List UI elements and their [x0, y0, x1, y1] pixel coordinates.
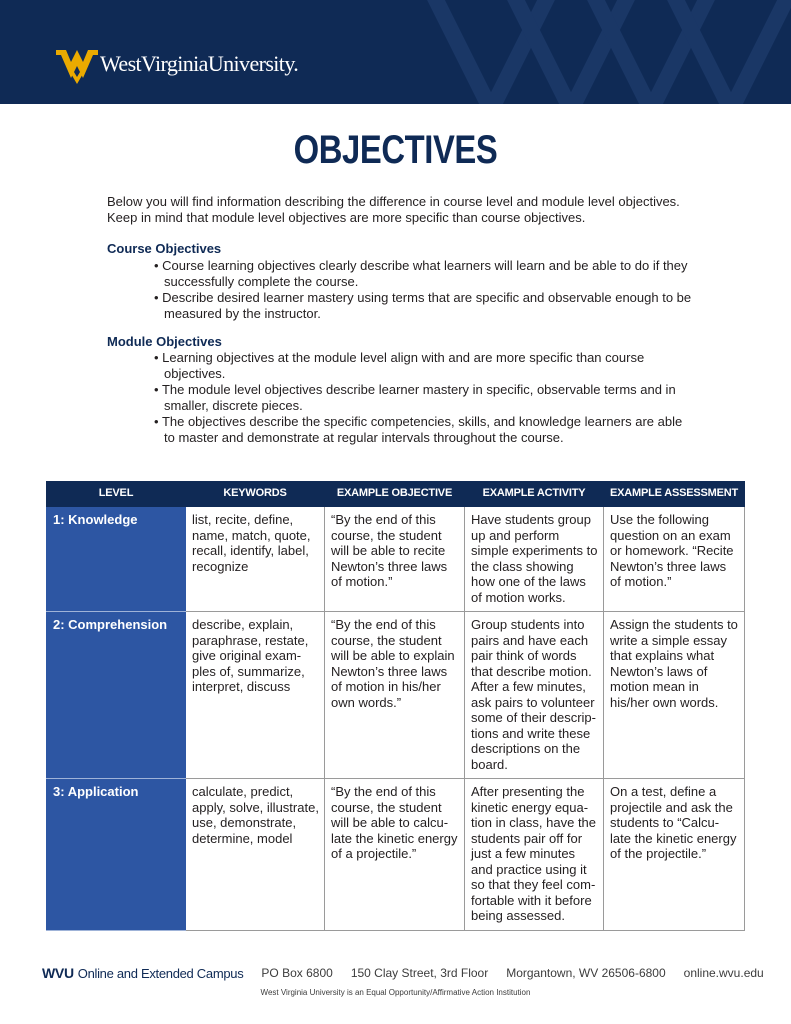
list-item: • The objectives describe the specific competencies, skills, and knowledge learners are able to master and demonstrate at regular intervals throughout the course. [154, 414, 694, 446]
footer-brand-wvu: WVU [42, 965, 74, 981]
assessment-cell: Use the following question on an exam or homework. “Recite Newton’s three laws of motion.” [604, 507, 745, 612]
objective-cell: “By the end of this course, the student will be able to calcu-late the kinetic energy of a projectile.” [325, 779, 465, 931]
keywords-cell: describe, explain, paraphrase, restate, give original exam-ples of, summarize, interpret, discuss [186, 612, 325, 779]
module-objectives-list [154, 350, 694, 446]
level-cell: 2: Comprehension [47, 612, 186, 779]
footer-brand-name: Online and Extended Campus [77, 965, 244, 981]
level-cell: 3: Application [47, 779, 186, 931]
module-objectives-heading: Module Objectives [107, 334, 222, 349]
table-row [47, 507, 745, 612]
footer-city: Morgantown, WV 26506-6800 [506, 966, 666, 980]
table-row [47, 779, 745, 931]
wvu-logo[interactable] [56, 44, 298, 84]
intro-line: Keep in mind that module level objectives are more specific than course objectives. [107, 210, 586, 225]
objectives-table [46, 481, 745, 931]
intro-text [107, 194, 727, 226]
list-item: • Describe desired learner mastery using terms that are specific and observable enough to be measured by the instructor. [154, 290, 694, 322]
page-footer [42, 963, 762, 983]
objective-cell: “By the end of this course, the student will be able to explain Newton’s three laws of motion in his/her own words.” [325, 612, 465, 779]
list-item: • The module level objectives describe learner mastery in specific, observable terms and in smaller, discrete pieces. [154, 382, 694, 414]
objective-cell: “By the end of this course, the student will be able to recite Newton’s three laws of motion.” [325, 507, 465, 612]
list-item: • Course learning objectives clearly describe what learners will learn and be able to do if they successfully complete the course. [154, 258, 694, 290]
university-name: WestVirginiaUniversity. [100, 51, 299, 76]
eeo-statement: West Virginia University is an Equal Opportunity/Affirmative Action Institution [260, 988, 531, 997]
chevron-pattern [391, 0, 791, 104]
assessment-cell: On a test, define a projectile and ask the students to “Calcu-late the kinetic energy of the projectile.” [604, 779, 745, 931]
keywords-cell: calculate, predict, apply, solve, illustrate, use, demonstrate, determine, model [186, 779, 325, 931]
assessment-cell: Assign the students to write a simple essay that explains what Newton’s laws of motion mean in his/her own words. [604, 612, 745, 779]
keywords-cell: list, recite, define, name, match, quote, recall, identify, label, recognize [186, 507, 325, 612]
activity-cell: Group students into pairs and have each pair think of words that describe motion. After a few minutes, ask pairs to volunteer some of their descrip-tions and write these descriptions on the board. [465, 612, 604, 779]
footer-po-box: PO Box 6800 [261, 966, 333, 980]
activity-cell: After presenting the kinetic energy equa-tion in class, have the students pair off for just a few minutes and practice using it so that they feel com-fortable with it before being assessed. [465, 779, 604, 931]
level-cell: 1: Knowledge [47, 507, 186, 612]
flying-wv-icon [56, 44, 98, 84]
intro-line: Below you will find information describing the difference in course level and module level objectives. [107, 194, 680, 209]
course-objectives-list [154, 258, 694, 322]
table-row [47, 612, 745, 779]
activity-cell: Have students group up and perform simple experiments to the class showing how one of the laws of motion works. [465, 507, 604, 612]
header-keywords: KEYWORDS [186, 482, 325, 507]
table-header-row [47, 482, 745, 507]
header-example-assessment: EXAMPLE ASSESSMENT [604, 482, 745, 507]
page-title: OBJECTIVES [293, 128, 498, 172]
header-example-activity: EXAMPLE ACTIVITY [465, 482, 604, 507]
header-example-objective: EXAMPLE OBJECTIVE [325, 482, 465, 507]
course-objectives-heading: Course Objectives [107, 241, 222, 256]
list-item: • Learning objectives at the module level align with and are more specific than course objectives. [154, 350, 694, 382]
page-header [0, 0, 791, 104]
footer-street: 150 Clay Street, 3rd Floor [350, 966, 489, 980]
footer-website-link[interactable]: online.wvu.edu [683, 966, 764, 980]
header-level: LEVEL [47, 482, 186, 507]
